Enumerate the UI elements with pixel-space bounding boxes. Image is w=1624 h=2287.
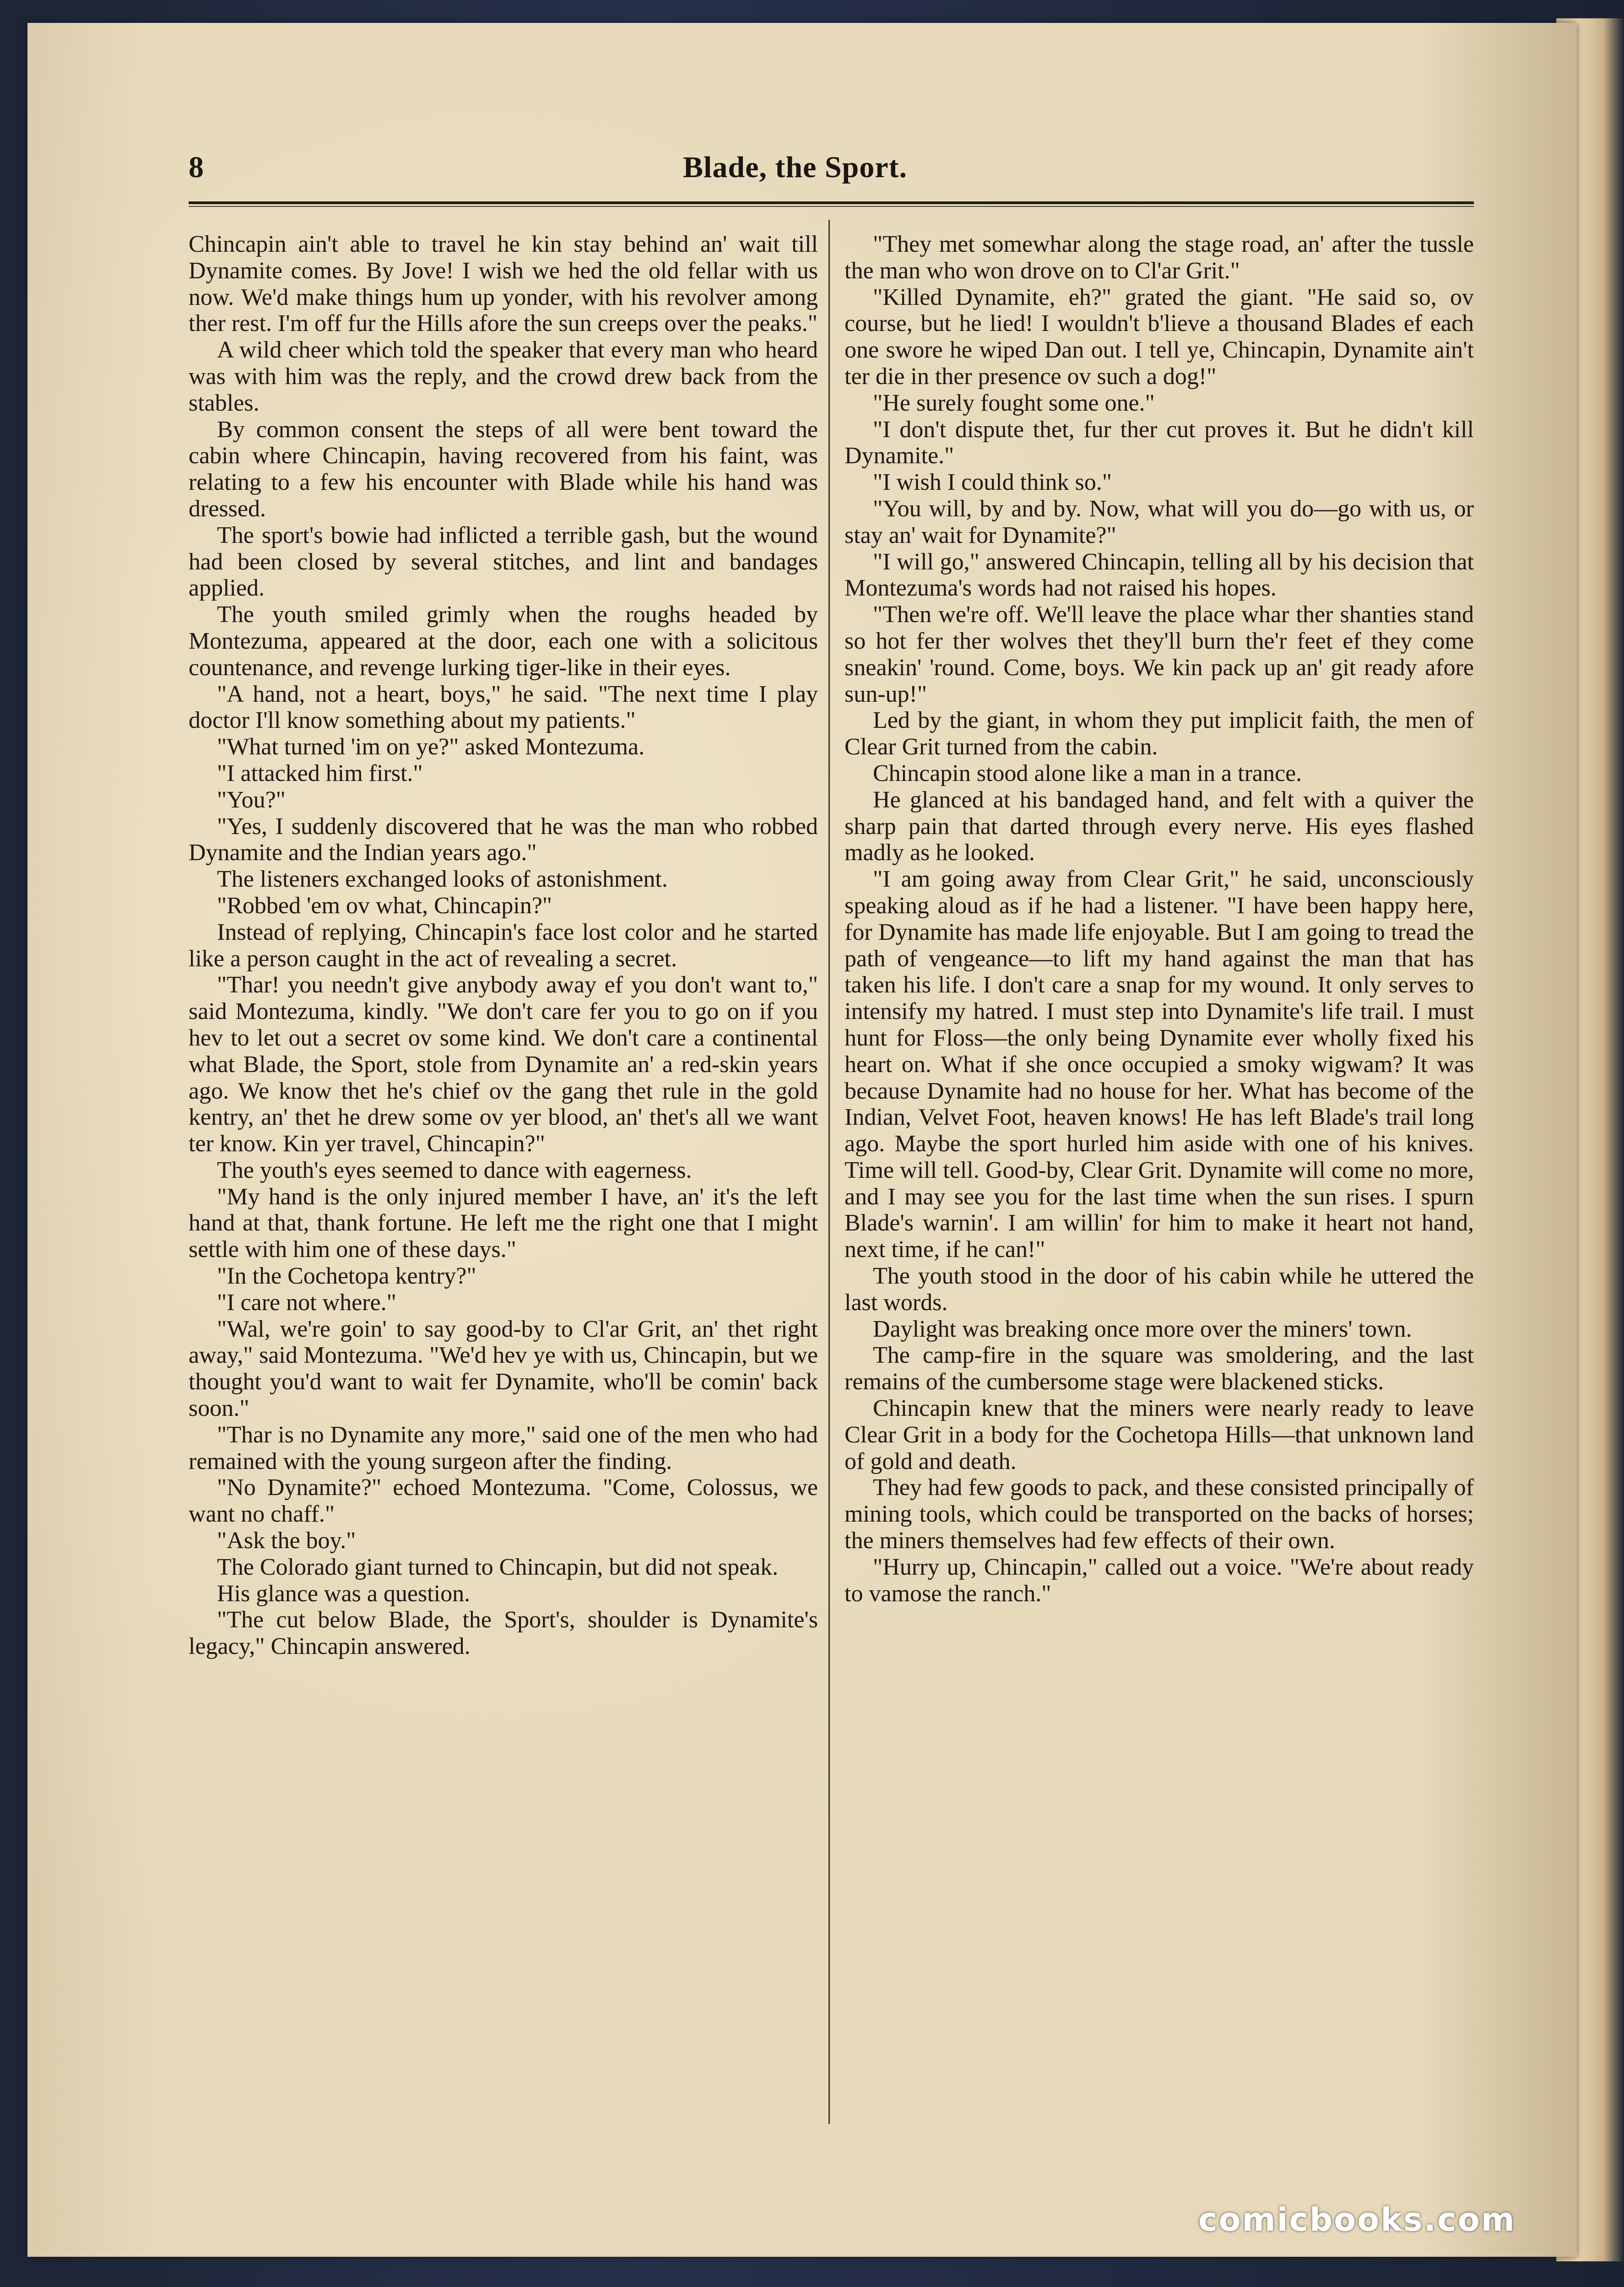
paragraph: "They met somewhar along the stage road, an' after the tussle the man who won drove on to Cl'ar Grit.": [844, 231, 1474, 284]
paragraph: The youth stood in the door of his cabin while he uttered the last words.: [844, 1263, 1474, 1316]
paragraph: Chincapin knew that the miners were nearly ready to leave Clear Grit in a body for the Cochetopa Hills—that unknown land of gold and death.: [844, 1395, 1474, 1474]
paragraph: "The cut below Blade, the Sport's, shoulder is Dynamite's legacy," Chincapin answered.: [189, 1607, 818, 1660]
paragraph: Chincapin stood alone like a man in a trance.: [873, 760, 1302, 786]
paragraph: They had few goods to pack, and these consisted principally of mining tools, which could be transported on the backs of horses; the miners themselves had few effects of their own.: [844, 1474, 1474, 1554]
page-number: 8: [189, 151, 204, 184]
page-header: [189, 150, 1474, 191]
paragraph: "Thar is no Dynamite any more," said one of the men who had remained with the young surgeon after the finding.: [189, 1421, 818, 1474]
left-column: [189, 231, 818, 1660]
paragraph: Chincapin ain't able to travel he kin stay behind an' wait till Dynamite comes. By Jove! I wish we hed the old fellar with us now. We'd make things hum up yonder, with his revolver among ther rest. I'm off fur the Hills afore the sun creeps over the peaks.": [189, 231, 818, 337]
paragraph: "I wish I could think so.": [873, 469, 1112, 496]
paragraph: "What turned 'im on ye?" asked Montezuma.: [217, 734, 645, 760]
paragraph: "Yes, I suddenly discovered that he was the man who robbed Dynamite and the Indian years ago.": [189, 813, 818, 866]
paragraph: "Wal, we're goin' to say good-by to Cl'ar Grit, an' thet right away," said Montezuma. "We'd hev ye with us, Chincapin, but we thought you'd want to wait fer Dynamite, who'll be comin' back soon.": [189, 1316, 818, 1422]
column-divider: [828, 220, 830, 2124]
paragraph: The sport's bowie had inflicted a terrible gash, but the wound had been closed by several stitches, and lint and bandages applied.: [189, 522, 818, 602]
paragraph: The listeners exchanged looks of astonishment.: [217, 866, 668, 893]
paragraph: Instead of replying, Chincapin's face lost color and he started like a person caught in the act of revealing a secret.: [189, 919, 818, 972]
paragraph: "I care not where.": [217, 1289, 396, 1316]
header-rule: [189, 201, 1474, 204]
paragraph: His glance was a question.: [217, 1580, 471, 1607]
paragraph: "Thar! you needn't give anybody away ef you don't want to," said Montezuma, kindly. "We don't care fer you to go on if you hev to let out a secret ov some kind. We don't care a continental what Blade, the Sport, stole from Dynamite an' a red-skin years ago. We know thet he's chief ov the gang thet rule in the gold kentry, an' thet he drew some ov yer blood, an' thet's all we want ter know. Kin yer travel, Chincapin?": [189, 972, 818, 1157]
paragraph: Daylight was breaking once more over the miners' town.: [873, 1316, 1412, 1342]
right-column: [844, 231, 1474, 1607]
running-title: Blade, the Sport.: [683, 151, 908, 184]
paragraph: The Colorado giant turned to Chincapin, but did not speak.: [217, 1554, 779, 1580]
paragraph: Led by the giant, in whom they put implicit faith, the men of Clear Grit turned from the cabin.: [844, 707, 1474, 760]
paragraph: "No Dynamite?" echoed Montezuma. "Come, Colossus, we want no chaff.": [189, 1474, 818, 1528]
paragraph: "You will, by and by. Now, what will you do—go with us, or stay an' wait for Dynamite?": [844, 495, 1474, 548]
paragraph: The youth smiled grimly when the roughs headed by Montezuma, appeared at the door, each one with a solicitous countenance, and revenge lurking tiger-like in their eyes.: [189, 602, 818, 681]
paragraph: The camp-fire in the square was smoldering, and the last remains of the cumbersome stage were blackened sticks.: [844, 1342, 1474, 1395]
paragraph: "I will go," answered Chincapin, telling all by his decision that Montezuma's words had not raised his hopes.: [844, 548, 1474, 602]
paragraph: "I am going away from Clear Grit," he said, unconsciously speaking aloud as if he had a listener. "I have been happy here, for Dynamite has made life enjoyable. But I am going to tread the path of vengeance—to lift my hand against the man that has taken his life. I don't care a snap for my wound. It only serves to intensify my hatred. I must step into Dynamite's life trail. I must hunt for Floss—the only being Dynamite ever wholly fixed his heart on. What if she once occupied a smoky wigwam? It was because Dynamite had no house for her. What has become of the Indian, Velvet Foot, heaven knows! He has left Blade's trail long ago. Maybe the sport hurled him aside with one of his knives. Time will tell. Good-by, Clear Grit. Dynamite will come no more, and I may see you for the last time when the sun rises. I spurn Blade's warnin'. I am willin' for him to make it heart not hand, next time, if he can!": [844, 866, 1474, 1263]
paragraph: "I don't dispute thet, fur ther cut proves it. But he didn't kill Dynamite.": [844, 416, 1474, 469]
paragraph: "Then we're off. We'll leave the place whar ther shanties stand so hot fer ther wolves thet they'll burn the'r feet ef they come sneakin' 'round. Come, boys. We kin pack up an' git ready afore sun-up!": [844, 602, 1474, 707]
paragraph: "A hand, not a heart, boys," he said. "The next time I play doctor I'll know something about my patients.": [189, 681, 818, 734]
watermark: comicbooks.com: [1198, 2201, 1516, 2238]
paragraph: A wild cheer which told the speaker that every man who heard was with him was the reply, and the crowd drew back from the stables.: [189, 337, 818, 416]
paragraph: "He surely fought some one.": [873, 390, 1155, 416]
paragraph: "I attacked him first.": [217, 760, 423, 786]
paragraph: "You?": [217, 786, 286, 813]
paragraph: By common consent the steps of all were bent toward the cabin where Chincapin, having recovered from his faint, was relating to a few his encounter with Blade while his hand was dressed.: [189, 416, 818, 522]
paragraph: He glanced at his bandaged hand, and felt with a quiver the sharp pain that darted through every nerve. His eyes flashed madly as he looked.: [844, 786, 1474, 866]
paragraph: "My hand is the only injured member I have, an' it's the left hand at that, thank fortune. He left me the right one that I might settle with him one of these days.": [189, 1183, 818, 1263]
paragraph: "Hurry up, Chincapin," called out a voice. "We're about ready to vamose the ranch.": [844, 1554, 1474, 1607]
paragraph: "Killed Dynamite, eh?" grated the giant. "He said so, ov course, but he lied! I wouldn't b'lieve a thousand Blades ef each one swore he wiped Dan out. I tell ye, Chincapin, Dynamite ain't ter die in ther presence ov such a dog!": [844, 284, 1474, 390]
paragraph: "In the Cochetopa kentry?": [217, 1263, 476, 1290]
paragraph: "Ask the boy.": [217, 1528, 356, 1554]
header-rule-thin: [189, 206, 1474, 207]
paragraph: The youth's eyes seemed to dance with eagerness.: [217, 1157, 692, 1183]
paragraph: "Robbed 'em ov what, Chincapin?": [217, 892, 552, 919]
